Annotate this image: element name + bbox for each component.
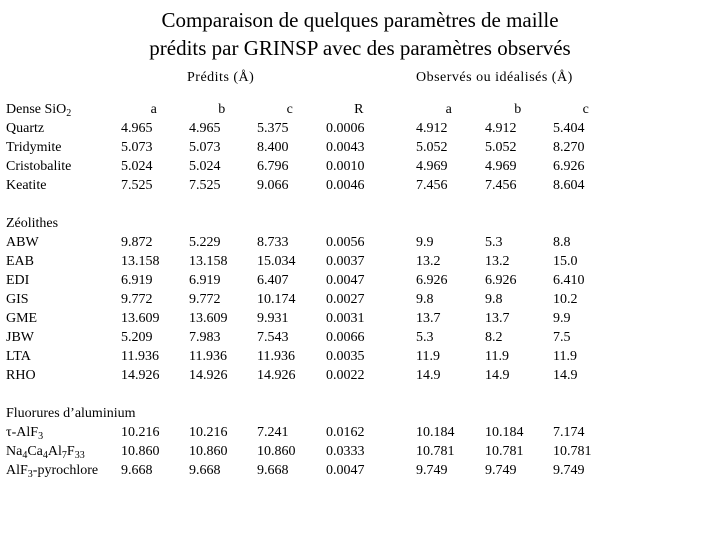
cell-b-pred: 7.525 — [189, 178, 221, 193]
cell-b-obs: 10.781 — [485, 444, 524, 459]
title-line-1: Comparaison de quelques paramètres de maille — [161, 8, 559, 32]
cell-b-obs: 7.456 — [485, 178, 517, 193]
cell-a-pred: 5.073 — [121, 140, 153, 155]
cell-r: 0.0006 — [326, 121, 365, 136]
cell-b-pred: 13.609 — [189, 311, 228, 326]
cell-b-pred: 11.936 — [189, 349, 227, 364]
cell-a-obs: 13.7 — [416, 311, 441, 326]
cell-b-obs: 13.2 — [485, 254, 510, 269]
cell-c-obs: 9.749 — [553, 463, 585, 478]
cell-b-pred: 10.860 — [189, 444, 228, 459]
cell-b-obs: 9.8 — [485, 292, 503, 307]
cell-a-pred: 9.772 — [121, 292, 153, 307]
section-label: Dense SiO$_2$ — [6, 102, 72, 119]
cell-a-obs: 9.9 — [416, 235, 434, 250]
row-name: RHO — [6, 368, 36, 383]
cell-b-pred: 10.216 — [189, 425, 228, 440]
column-c-predicted — [257, 100, 323, 480]
column-b-observed — [485, 100, 551, 480]
cell-c-obs: 5.404 — [553, 121, 585, 136]
title-line-2: prédits par GRINSP avec des paramètres observés — [149, 36, 571, 60]
cell-c-obs: 7.174 — [553, 425, 585, 440]
row-name: JBW — [6, 330, 34, 345]
cell-c-obs: 10.781 — [553, 444, 592, 459]
cell-a-pred: 13.158 — [121, 254, 160, 269]
cell-r: 0.0162 — [326, 425, 365, 440]
column-material — [6, 100, 136, 480]
cell-c-pred: 7.241 — [257, 425, 289, 440]
cell-c-obs: 8.604 — [553, 178, 585, 193]
page-title — [0, 6, 720, 62]
cell-r: 0.0056 — [326, 235, 365, 250]
cell-r: 0.0066 — [326, 330, 365, 345]
column-b-predicted — [189, 100, 255, 480]
cell-c-pred: 9.931 — [257, 311, 289, 326]
cell-a-pred: 10.216 — [121, 425, 160, 440]
cell-c-pred: 6.796 — [257, 159, 289, 174]
cell-b-obs: 10.184 — [485, 425, 524, 440]
row-name: $Na_4Ca_4Al_7F_{33}$ — [6, 444, 85, 461]
column-header-c-pred: c — [286, 102, 294, 117]
cell-c-pred: 9.066 — [257, 178, 289, 193]
cell-b-pred: 14.926 — [189, 368, 228, 383]
cell-c-pred: 10.860 — [257, 444, 296, 459]
group-header-predicted: Prédits (Å) — [187, 70, 255, 85]
column-header-a-obs: a — [445, 102, 453, 117]
cell-b-obs: 8.2 — [485, 330, 503, 345]
cell-c-pred: 6.407 — [257, 273, 289, 288]
cell-a-obs: 5.3 — [416, 330, 434, 345]
cell-b-obs: 5.052 — [485, 140, 517, 155]
cell-a-pred: 10.860 — [121, 444, 160, 459]
row-name: AlF$_3$-pyrochlore — [6, 463, 99, 480]
cell-c-obs: 6.410 — [553, 273, 585, 288]
row-name: LTA — [6, 349, 31, 364]
cell-c-obs: 6.926 — [553, 159, 585, 174]
row-name: Tridymite — [6, 140, 62, 155]
section-label: Zéolithes — [6, 216, 59, 231]
cell-b-pred: 9.772 — [189, 292, 221, 307]
row-name: EAB — [6, 254, 34, 269]
column-header-b-pred: b — [218, 102, 226, 117]
cell-b-pred: 13.158 — [189, 254, 228, 269]
cell-c-pred: 11.936 — [257, 349, 295, 364]
cell-a-pred: 13.609 — [121, 311, 160, 326]
cell-c-pred: 15.034 — [257, 254, 296, 269]
column-c-observed — [553, 100, 619, 480]
row-name: Keatite — [6, 178, 47, 193]
cell-b-obs: 4.912 — [485, 121, 517, 136]
cell-b-pred: 5.073 — [189, 140, 221, 155]
cell-r: 0.0333 — [326, 444, 365, 459]
cell-b-obs: 9.749 — [485, 463, 517, 478]
column-a-predicted — [121, 100, 187, 480]
cell-a-obs: 11.9 — [416, 349, 440, 364]
row-name: ABW — [6, 235, 39, 250]
cell-b-obs: 5.3 — [485, 235, 503, 250]
cell-b-obs: 6.926 — [485, 273, 517, 288]
column-header-b-obs: b — [514, 102, 522, 117]
cell-a-obs: 9.749 — [416, 463, 448, 478]
cell-b-pred: 6.919 — [189, 273, 221, 288]
cell-c-pred: 5.375 — [257, 121, 289, 136]
cell-a-obs: 10.184 — [416, 425, 455, 440]
cell-r: 0.0047 — [326, 273, 365, 288]
row-name: EDI — [6, 273, 30, 288]
section-label: Fluorures d’aluminium — [6, 406, 136, 421]
cell-c-pred: 8.733 — [257, 235, 289, 250]
row-name: GIS — [6, 292, 29, 307]
cell-a-pred: 6.919 — [121, 273, 153, 288]
column-a-observed — [416, 100, 482, 480]
cell-a-obs: 6.926 — [416, 273, 448, 288]
cell-a-obs: 4.912 — [416, 121, 448, 136]
cell-c-obs: 8.8 — [553, 235, 571, 250]
cell-b-pred: 5.229 — [189, 235, 221, 250]
cell-b-obs: 14.9 — [485, 368, 510, 383]
cell-b-obs: 13.7 — [485, 311, 510, 326]
column-header-a-pred: a — [150, 102, 158, 117]
column-header-r: R — [354, 102, 364, 117]
cell-r: 0.0027 — [326, 292, 365, 307]
cell-a-pred: 9.872 — [121, 235, 153, 250]
cell-r: 0.0046 — [326, 178, 365, 193]
cell-r: 0.0035 — [326, 349, 365, 364]
cell-c-obs: 10.2 — [553, 292, 578, 307]
cell-a-pred: 7.525 — [121, 178, 153, 193]
cell-b-pred: 9.668 — [189, 463, 221, 478]
cell-c-obs: 14.9 — [553, 368, 578, 383]
cell-a-obs: 14.9 — [416, 368, 441, 383]
cell-b-obs: 11.9 — [485, 349, 509, 364]
row-name: τ-AlF$_3$ — [6, 425, 44, 442]
cell-c-obs: 15.0 — [553, 254, 578, 269]
cell-c-obs: 9.9 — [553, 311, 571, 326]
cell-b-pred: 4.965 — [189, 121, 221, 136]
cell-r: 0.0047 — [326, 463, 365, 478]
cell-c-obs: 8.270 — [553, 140, 585, 155]
cell-a-pred: 14.926 — [121, 368, 160, 383]
cell-a-pred: 5.209 — [121, 330, 153, 345]
cell-b-pred: 7.983 — [189, 330, 221, 345]
cell-r: 0.0043 — [326, 140, 365, 155]
cell-a-obs: 13.2 — [416, 254, 441, 269]
cell-c-pred: 8.400 — [257, 140, 289, 155]
cell-r: 0.0037 — [326, 254, 365, 269]
cell-c-pred: 9.668 — [257, 463, 289, 478]
row-name: Quartz — [6, 121, 45, 136]
row-name: GME — [6, 311, 38, 326]
cell-a-obs: 10.781 — [416, 444, 455, 459]
column-r-factor — [326, 100, 392, 480]
cell-b-pred: 5.024 — [189, 159, 221, 174]
cell-r: 0.0031 — [326, 311, 365, 326]
row-name: Cristobalite — [6, 159, 72, 174]
cell-a-pred: 11.936 — [121, 349, 159, 364]
cell-a-obs: 5.052 — [416, 140, 448, 155]
cell-c-obs: 11.9 — [553, 349, 577, 364]
cell-c-pred: 7.543 — [257, 330, 289, 345]
column-header-c-obs: c — [582, 102, 590, 117]
cell-c-pred: 10.174 — [257, 292, 296, 307]
cell-r: 0.0010 — [326, 159, 365, 174]
cell-a-pred: 5.024 — [121, 159, 153, 174]
cell-a-obs: 9.8 — [416, 292, 434, 307]
cell-b-obs: 4.969 — [485, 159, 517, 174]
cell-c-obs: 7.5 — [553, 330, 571, 345]
cell-c-pred: 14.926 — [257, 368, 296, 383]
cell-a-pred: 4.965 — [121, 121, 153, 136]
cell-a-obs: 4.969 — [416, 159, 448, 174]
cell-r: 0.0022 — [326, 368, 365, 383]
cell-a-obs: 7.456 — [416, 178, 448, 193]
cell-a-pred: 9.668 — [121, 463, 153, 478]
group-header-observed: Observés ou idéalisés (Å) — [416, 70, 573, 85]
